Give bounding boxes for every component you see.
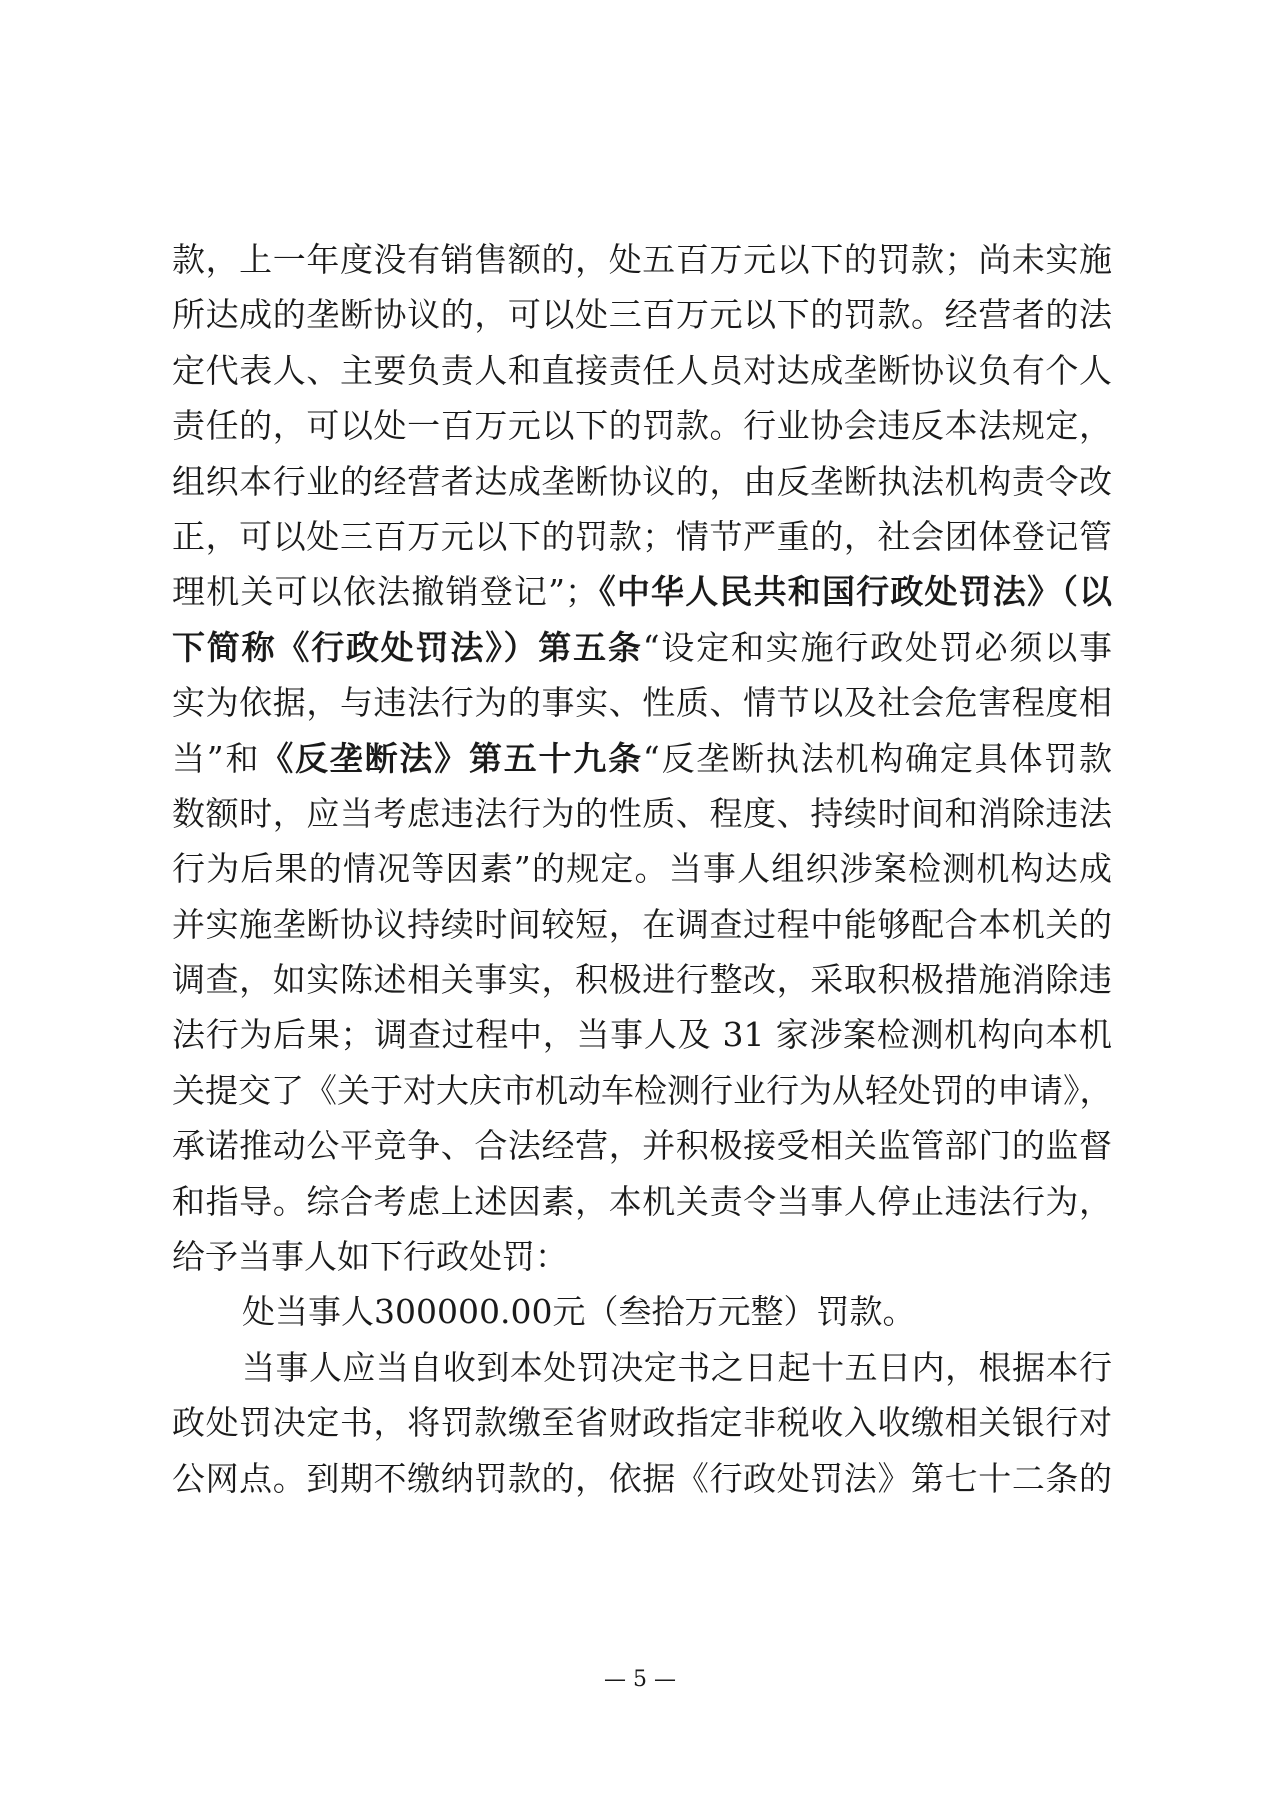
text-line: 法行为后果；调查过程中，当事人及 31 家涉案检测机构向本机 [172, 1015, 1112, 1055]
text-line: 并实施垄断协议持续时间较短，在调查过程中能够配合本机关的 [172, 904, 1112, 944]
text-line: 责任的，可以处一百万元以下的罚款。行业协会违反本法规定， [172, 406, 1112, 446]
text-span: 当”和 [172, 738, 261, 778]
text-line: 给予当事人如下行政处罚： [172, 1237, 568, 1277]
text-span: “设定和实施行政处罚必须以事 [642, 627, 1113, 667]
text-line: 政处罚决定书，将罚款缴至省财政指定非税收入收缴相关银行对 [172, 1403, 1112, 1443]
text-line: 数额时，应当考虑违法行为的性质、程度、持续时间和消除违法 [172, 793, 1112, 833]
text-line: 所达成的垄断协议的，可以处三百万元以下的罚款。经营者的法 [172, 295, 1112, 335]
text-line [172, 564, 1112, 619]
text-line: 处当事人300000.00元（叁拾万元整）罚款。 [242, 1292, 916, 1332]
text-line: 组织本行业的经营者达成垄断协议的，由反垄断执法机构责令改 [172, 461, 1112, 501]
text-line [172, 620, 1112, 675]
text-line: 定代表人、主要负责人和直接责任人员对达成垄断协议负有个人 [172, 350, 1112, 390]
bold-citation: 下简称《行政处罚法》）第五条 [172, 627, 643, 667]
text-line: 调查，如实陈述相关事实，积极进行整改，采取积极措施消除违 [172, 960, 1112, 1000]
text-line: 行为后果的情况等因素”的规定。当事人组织涉案检测机构达成 [172, 849, 1112, 889]
text-line: 实为依据，与违法行为的事实、性质、情节以及社会危害程度相 [172, 683, 1112, 723]
text-span: 理机关可以依法撤销登记”； [172, 572, 598, 612]
text-span: “反垄断执法机构确定具体罚款 [642, 738, 1113, 778]
text-line: 当事人应当自收到本处罚决定书之日起十五日内，根据本行 [242, 1347, 1112, 1387]
text-line [172, 731, 1112, 786]
text-line: 款，上一年度没有销售额的，处五百万元以下的罚款；尚未实施 [172, 240, 1112, 279]
text-line: 承诺推动公平竞争、合法经营，并积极接受相关监管部门的监督 [172, 1126, 1112, 1166]
text-line: 和指导。综合考虑上述因素，本机关责令当事人停止违法行为， [172, 1181, 1112, 1221]
text-line: 公网点。到期不缴纳罚款的，依据《行政处罚法》第七十二条的 [172, 1458, 1112, 1498]
bold-citation: 《中华人民共和国行政处罚法》（以 [597, 572, 1113, 612]
bold-citation: 《反垄断法》第五十九条 [260, 738, 643, 778]
text-line: 正，可以处三百万元以下的罚款；情节严重的，社会团体登记管 [172, 516, 1112, 556]
page-number: — 5 — [604, 1667, 676, 1692]
text-line: 关提交了《关于对大庆市机动车检测行业行为从轻处罚的申请》， [172, 1070, 1113, 1110]
body-text [172, 232, 1112, 1506]
